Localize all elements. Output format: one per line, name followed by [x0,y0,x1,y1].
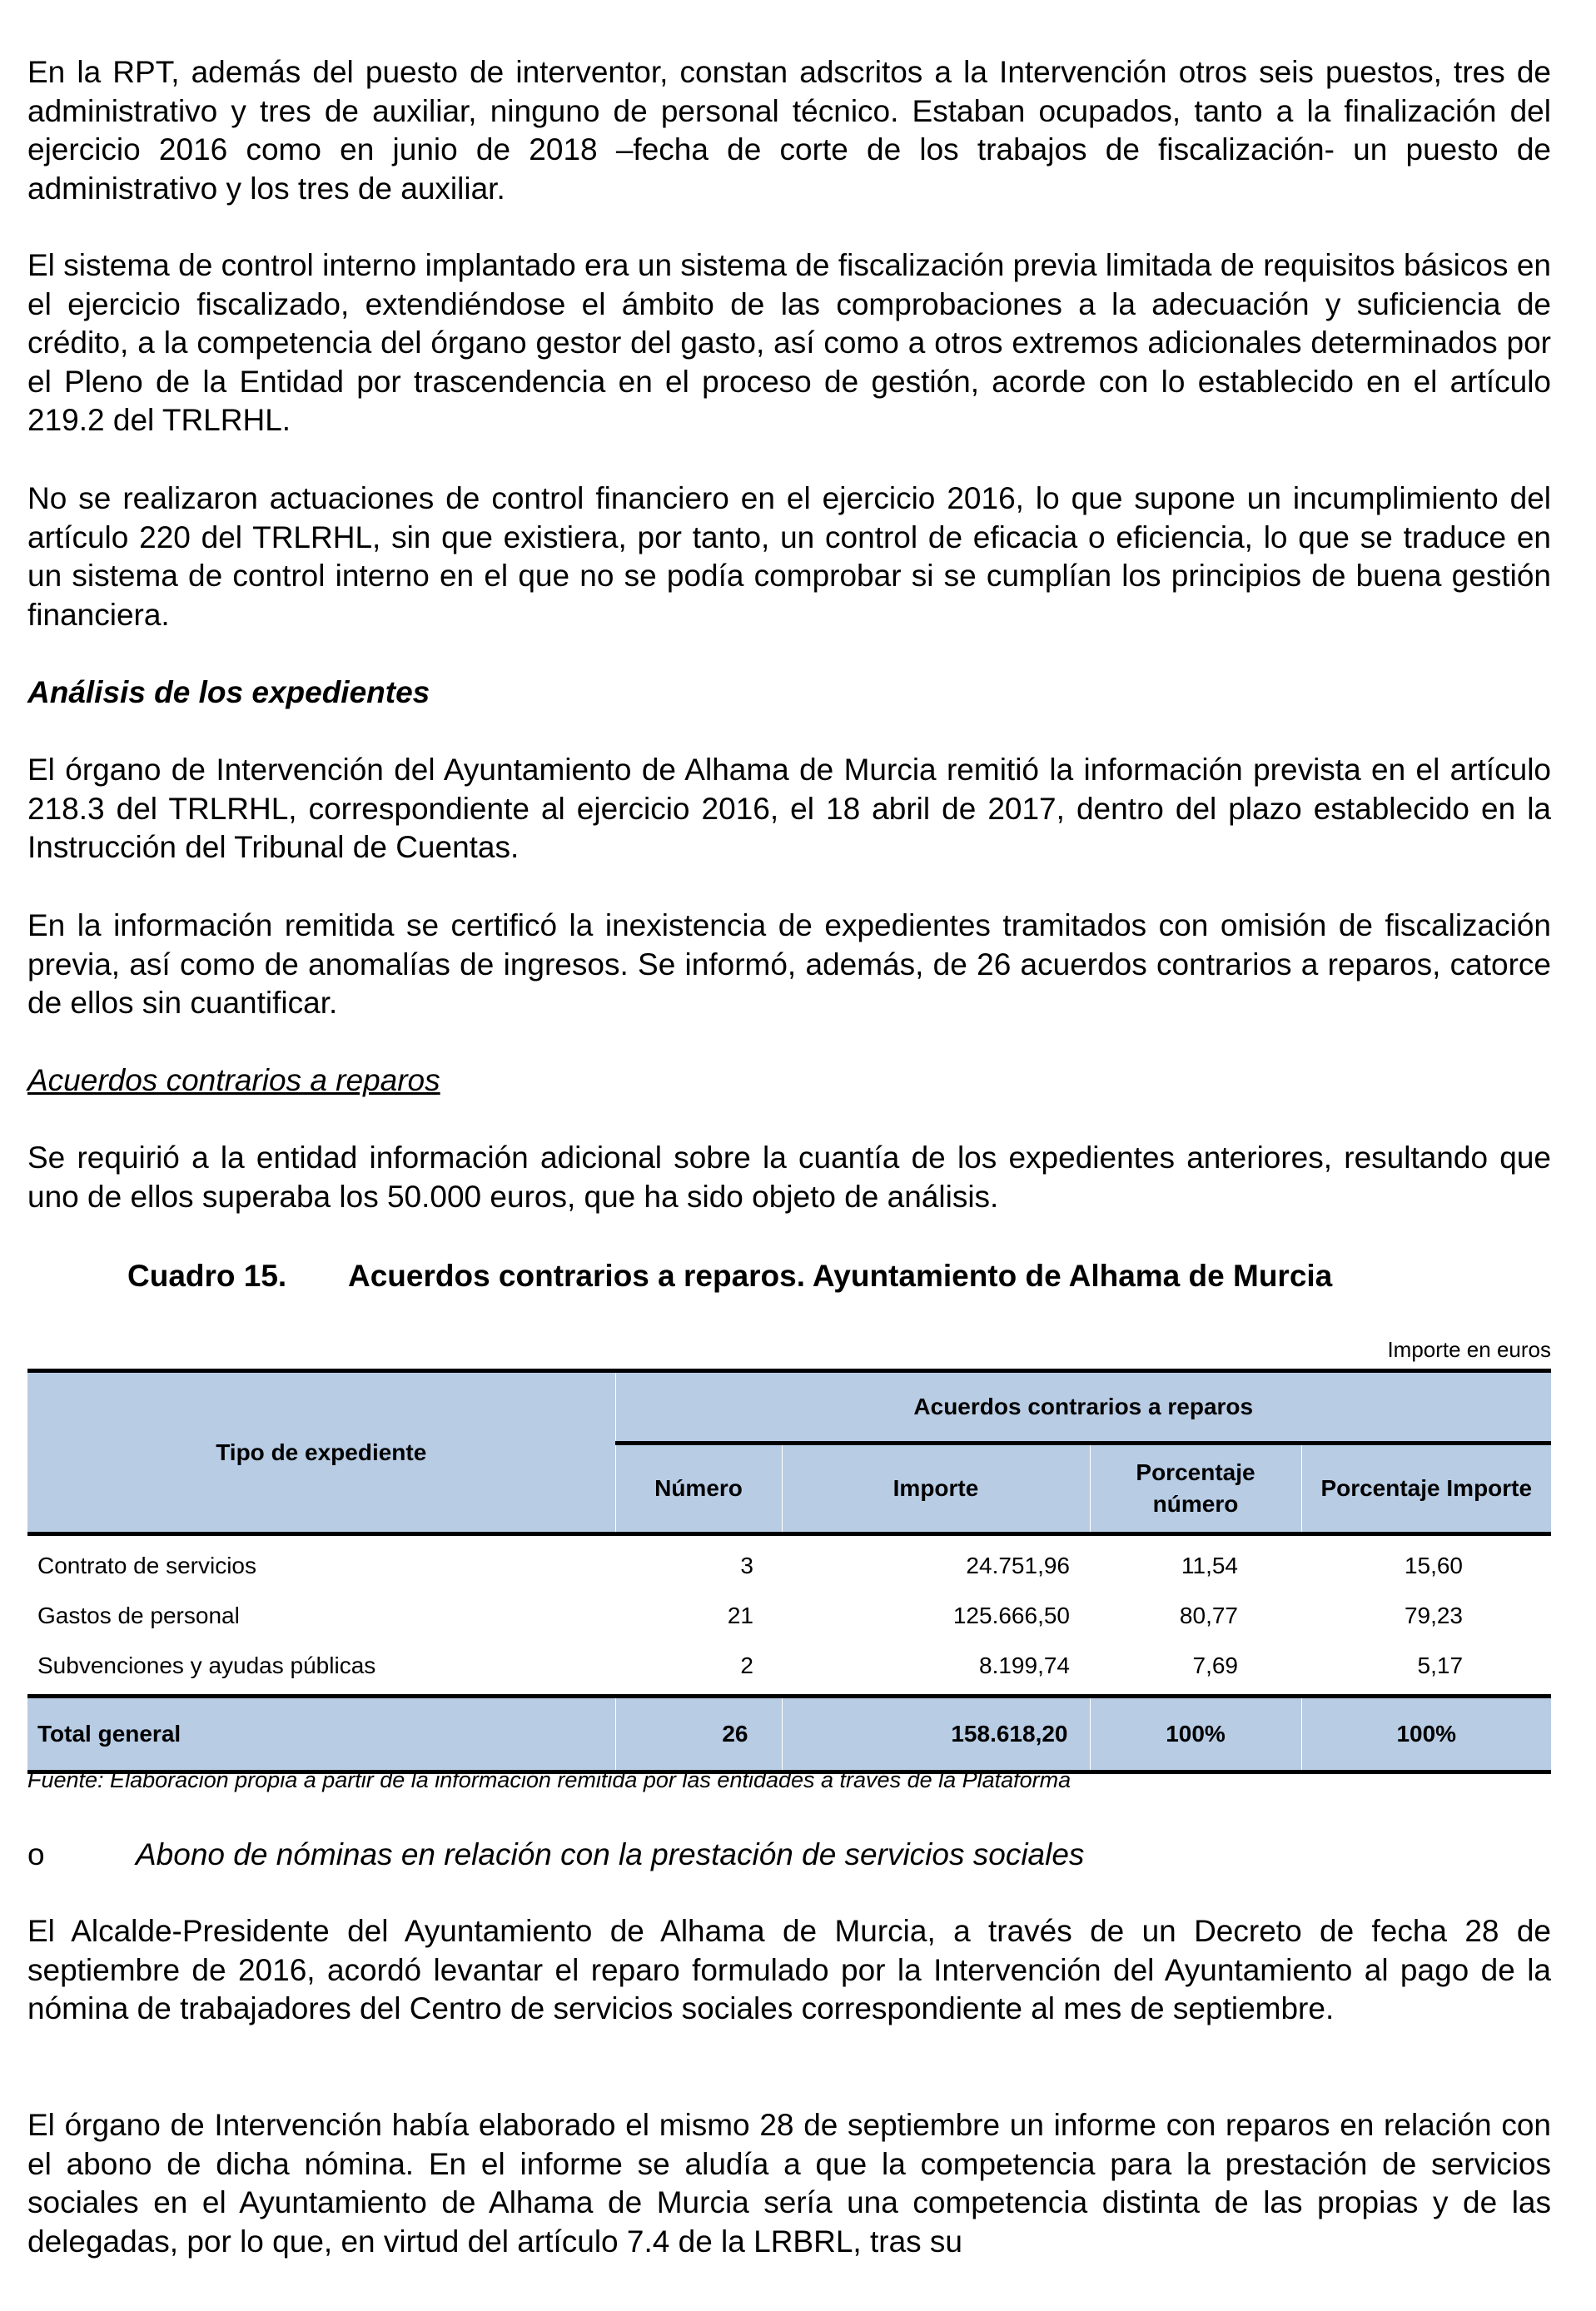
table-caption [127,1257,1543,1295]
table-container [27,1337,1551,1747]
paragraph-decreto: El Alcalde-Presidente del Ayuntamiento de Alhama de Murcia, a través de un Decreto de fecha 28 de septiembre de 2016, acordó levantar el reparo formulado por la Intervención del Ayuntamiento al pago de la nómina de trabajadores del Centro de servicios sociales correspondiente al mes de septiembre. [27,1914,1551,2025]
header-porcentaje-numero: Porcentaje número [1090,1444,1301,1534]
paragraph-informacion-remitida: En la información remitida se certificó la inexistencia de expedientes tramitados con omisión de fiscalización previa, así como de anomalías de ingresos. Se informó, además, de 26 acuerdos contrarios a reparos, catorce de ellos sin cuantificar. [27,908,1551,1020]
paragraph-rpt: En la RPT, además del puesto de interventor, constan adscritos a la Intervención otros seis puestos, tres de administrativo y tres de auxiliar, ninguno de personal técnico. Estaban ocupados, tanto a la finalización del ejercicio 2016 como en junio de 2018 –fecha de corte de los trabajos de fiscalización- un puesto de administrativo y los tres de auxiliar. [27,55,1551,206]
bullet-marker: o [27,1837,45,1871]
paragraph-control-interno: El sistema de control interno implantado era un sistema de fiscalización previa limitada de requisitos básicos en el ejercicio fiscalizado, extendiéndose el ámbito de las comprobaciones a la adecuación y suficiencia de crédito, a la competencia del órgano gestor del gasto, así como a otros extremos adicionales determinados por el Pleno de la Entidad por trascendencia en el proceso de gestión, acorde con lo establecido en el artículo 219.2 del TRLRHL. [27,248,1551,437]
acuerdos-table [27,1369,1551,1774]
cell-numero: 2 [740,1652,753,1678]
table-units-note: Importe en euros [1387,1337,1551,1362]
table-row [27,1641,1551,1697]
cell-numero: 21 [727,1603,753,1628]
table-row [27,1591,1551,1641]
paragraph-informe-reparos: El órgano de Intervención había elaborado el mismo 28 de septiembre un informe con reparos en relación con el abono de dicha nómina. En el informe se aludía a que la competencia para la prestación de servicios sociales en el Ayuntamiento de Alhama de Murcia sería una competencia distinta de las propias y de las delegadas, por lo que, en virtud del artículo 7.4 de la LRBRL, tras su [27,2108,1551,2259]
header-numero: Número [615,1444,782,1534]
table-total-row [27,1697,1551,1772]
paragraph-organo-intervencion: El órgano de Intervención del Ayuntamiento de Alhama de Murcia remitió la información prevista en el artículo 218.3 del TRLRHL, correspondiente al ejercicio 2016, el 18 abril de 2017, dentro del plazo establecido en la Instrucción del Tribunal de Cuentas. [27,753,1551,864]
cell-importe: 125.666,50 [952,1603,1070,1628]
header-acuerdos-group: Acuerdos contrarios a reparos [615,1371,1551,1444]
cell-numero: 3 [740,1553,753,1578]
section-heading-analisis: Análisis de los expedientes [27,675,430,709]
total-numero: 26 [615,1697,782,1772]
total-tipo: Total general [27,1697,615,1772]
bullet-heading [27,1836,1084,1874]
cell-porcentaje-numero: 7,69 [1192,1652,1238,1678]
paragraph-informacion-adicional: Se requirió a la entidad información adicional sobre la cuantía de los expedientes anteriores, resultando que uno de ellos superaba los 50.000 euros, que ha sido objeto de análisis. [27,1141,1551,1214]
cell-porcentaje-importe: 15,60 [1404,1553,1464,1578]
header-porcentaje-importe: Porcentaje Importe [1301,1444,1551,1534]
table-caption-number: Cuadro 15. [127,1259,287,1293]
table-row [27,1534,1551,1592]
total-importe: 158.618,20 [782,1697,1090,1772]
table-source-note: Fuente: Elaboración propia a partir de la información remitida por las entidades a través de la Plataforma [27,1767,1071,1792]
cell-porcentaje-numero: 80,77 [1179,1603,1238,1628]
paragraph-control-financiero: No se realizaron actuaciones de control financiero en el ejercicio 2016, lo que supone un incumplimiento del artículo 220 del TRLRHL, sin que existiera, por tanto, un control de eficacia o eficiencia, lo que se traduce en un sistema de control interno en el que no se podía comprobar si se cumplían los principios de buena gestión financiera. [27,481,1551,632]
total-porcentaje-numero: 100% [1090,1697,1301,1772]
table-caption-title: Acuerdos contrarios a reparos. Ayuntamiento de Alhama de Murcia [348,1259,1333,1293]
header-importe: Importe [782,1444,1090,1534]
cell-porcentaje-numero: 11,54 [1181,1553,1238,1578]
cell-importe: 8.199,74 [979,1652,1070,1678]
cell-porcentaje-importe: 79,23 [1404,1603,1464,1628]
bullet-heading-text: Abono de nóminas en relación con la prestación de servicios sociales [136,1837,1085,1871]
total-porcentaje-importe: 100% [1301,1697,1551,1772]
cell-importe: 24.751,96 [966,1553,1070,1578]
cell-tipo: Contrato de servicios [37,1553,257,1578]
section-heading-acuerdos: Acuerdos contrarios a reparos [27,1063,440,1097]
cell-tipo: Subvenciones y ayudas públicas [37,1652,376,1678]
cell-porcentaje-importe: 5,17 [1417,1652,1464,1678]
cell-tipo: Gastos de personal [37,1603,240,1628]
header-tipo-expediente: Tipo de expediente [27,1371,615,1534]
